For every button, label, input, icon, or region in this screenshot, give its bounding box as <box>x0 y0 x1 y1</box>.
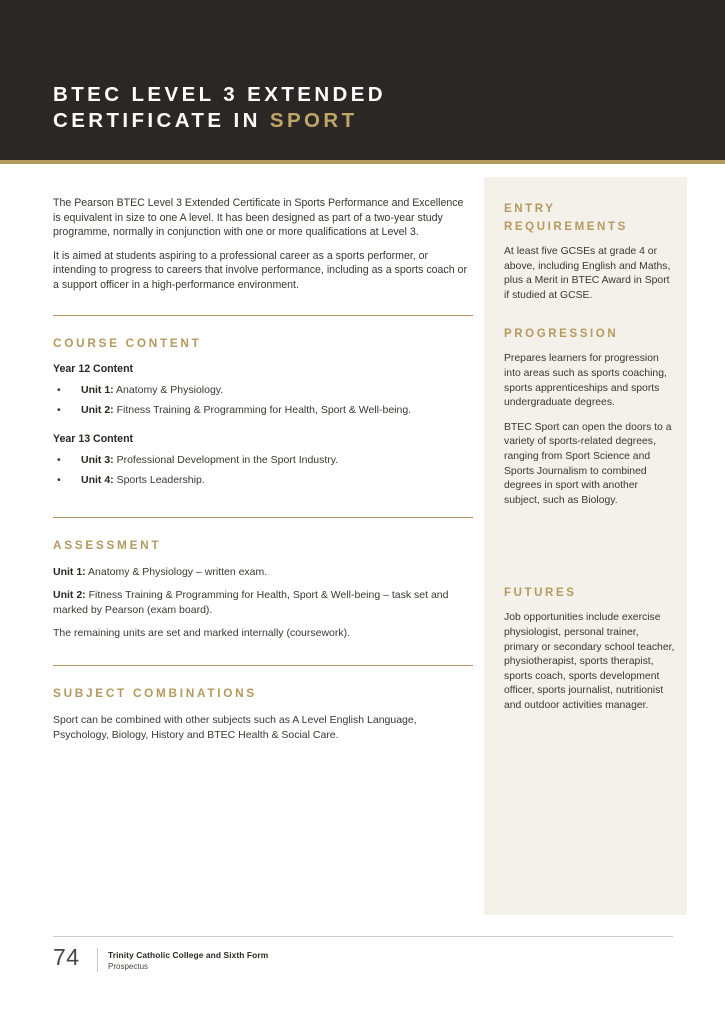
progression-paragraph-1: Prepares learners for progression into areas such as sports coaching, sports apprenticeships and sports undergraduate degrees. <box>504 353 667 409</box>
assessment-line-1 <box>53 565 473 580</box>
page-title <box>53 82 653 134</box>
assessment-line-3: The remaining units are set and marked internally (coursework). <box>53 627 351 640</box>
page-number: 74 <box>53 944 80 970</box>
year-13-unit-list <box>53 453 473 487</box>
assessment-unit-1-label: Unit 1: <box>53 565 86 578</box>
year-12-label: Year 12 Content <box>53 362 134 375</box>
header-gold-rule <box>0 160 725 164</box>
bullet-icon: • <box>57 473 61 486</box>
assessment-unit-1-text: Anatomy & Physiology – written exam. <box>85 565 268 578</box>
unit-label: Unit 1: <box>81 383 114 396</box>
intro-paragraph-2: It is aimed at students aspiring to a professional career as a sports performer, or intending to progress to careers that involve performance, including as a sports coach or a support officer in a high-performance environment. <box>53 249 467 291</box>
page-title-line-2 <box>53 108 653 134</box>
unit-label: Unit 4: <box>81 473 114 486</box>
unit-label: Unit 2: <box>81 403 114 416</box>
footer-divider <box>53 936 673 937</box>
assessment-heading: ASSESSMENT <box>53 537 162 552</box>
divider-1 <box>53 315 473 316</box>
sidebar-section-entry-requirements <box>504 200 676 303</box>
page-title-subject: SPORT <box>269 109 358 132</box>
futures-heading: FUTURES <box>504 587 577 600</box>
progression-paragraph-2: BTEC Sport can open the doors to a variety of sports-related degrees, ranging from Sport Science and Sports Journalism to combined degrees in sport with another subject, such as Biology. <box>504 421 672 506</box>
progression-heading: PROGRESSION <box>504 328 619 341</box>
entry-requirements-heading <box>504 200 676 236</box>
sidebar-content <box>504 200 676 735</box>
unit-label: Unit 3: <box>81 453 114 466</box>
page-title-line-1: BTEC LEVEL 3 EXTENDED <box>53 83 387 106</box>
unit-text: Anatomy & Physiology. <box>113 383 224 396</box>
bullet-icon: • <box>57 453 61 466</box>
sidebar-section-futures <box>504 584 676 713</box>
footer-document: Prospectus <box>108 962 149 971</box>
assessment-line-2 <box>53 588 473 617</box>
year-13-label: Year 13 Content <box>53 432 134 445</box>
divider-2 <box>53 517 473 518</box>
section-course-content <box>53 336 473 487</box>
list-item <box>53 473 473 487</box>
divider-3 <box>53 665 473 666</box>
subject-combinations-heading: SUBJECT COMBINATIONS <box>53 685 257 700</box>
subject-combinations-text: Sport can be combined with other subjects such as A Level English Language, Psychology, Biology, History and BTEC Health & Social Care. <box>53 713 417 741</box>
futures-text: Job opportunities include exercise physiologist, personal trainer, primary or secondary school teacher, physiotherapist, sports therapist, sports coach, sports development officer, sports journalist, nutritionist and outdoor activities manager. <box>504 612 675 711</box>
course-content-heading: COURSE CONTENT <box>53 335 202 350</box>
footer-text <box>108 950 268 971</box>
page-title-line-2-prefix: CERTIFICATE IN <box>53 109 270 132</box>
sidebar-section-progression <box>504 325 676 508</box>
list-item <box>53 383 473 397</box>
year-12-unit-list <box>53 383 473 417</box>
header-band <box>0 0 725 160</box>
footer-separator <box>97 948 98 972</box>
intro-paragraph-1: The Pearson BTEC Level 3 Extended Certificate in Sports Performance and Excellence is equivalent in size to one A level. It has been designed as part of a two-year study programme, normally in conjunction with one or more qualifications at Level 3. <box>53 197 464 239</box>
bullet-icon: • <box>57 383 61 396</box>
unit-text: Professional Development in the Sport Industry. <box>113 453 339 466</box>
intro-block <box>53 196 473 293</box>
section-assessment <box>53 538 473 641</box>
main-content <box>53 196 473 751</box>
assessment-unit-2-label: Unit 2: <box>53 589 86 602</box>
section-subject-combinations <box>53 686 473 742</box>
assessment-unit-2-text: Fitness Training & Programming for Health, Sport & Well-being – task set and marked by Pearson (exam board). <box>53 589 449 616</box>
footer-institution: Trinity Catholic College and Sixth Form <box>108 950 269 960</box>
list-item <box>53 403 473 417</box>
list-item <box>53 453 473 467</box>
bullet-icon: • <box>57 403 61 416</box>
entry-requirements-heading-line-1: ENTRY <box>504 203 556 215</box>
unit-text: Sports Leadership. <box>113 473 205 486</box>
entry-requirements-text: At least five GCSEs at grade 4 or above, including English and Maths, plus a Merit in BTEC Award in Sport if studied at GCSE. <box>504 246 671 301</box>
entry-requirements-heading-line-2: REQUIREMENTS <box>504 221 628 233</box>
unit-text: Fitness Training & Programming for Health, Sport & Well-being. <box>113 403 412 416</box>
